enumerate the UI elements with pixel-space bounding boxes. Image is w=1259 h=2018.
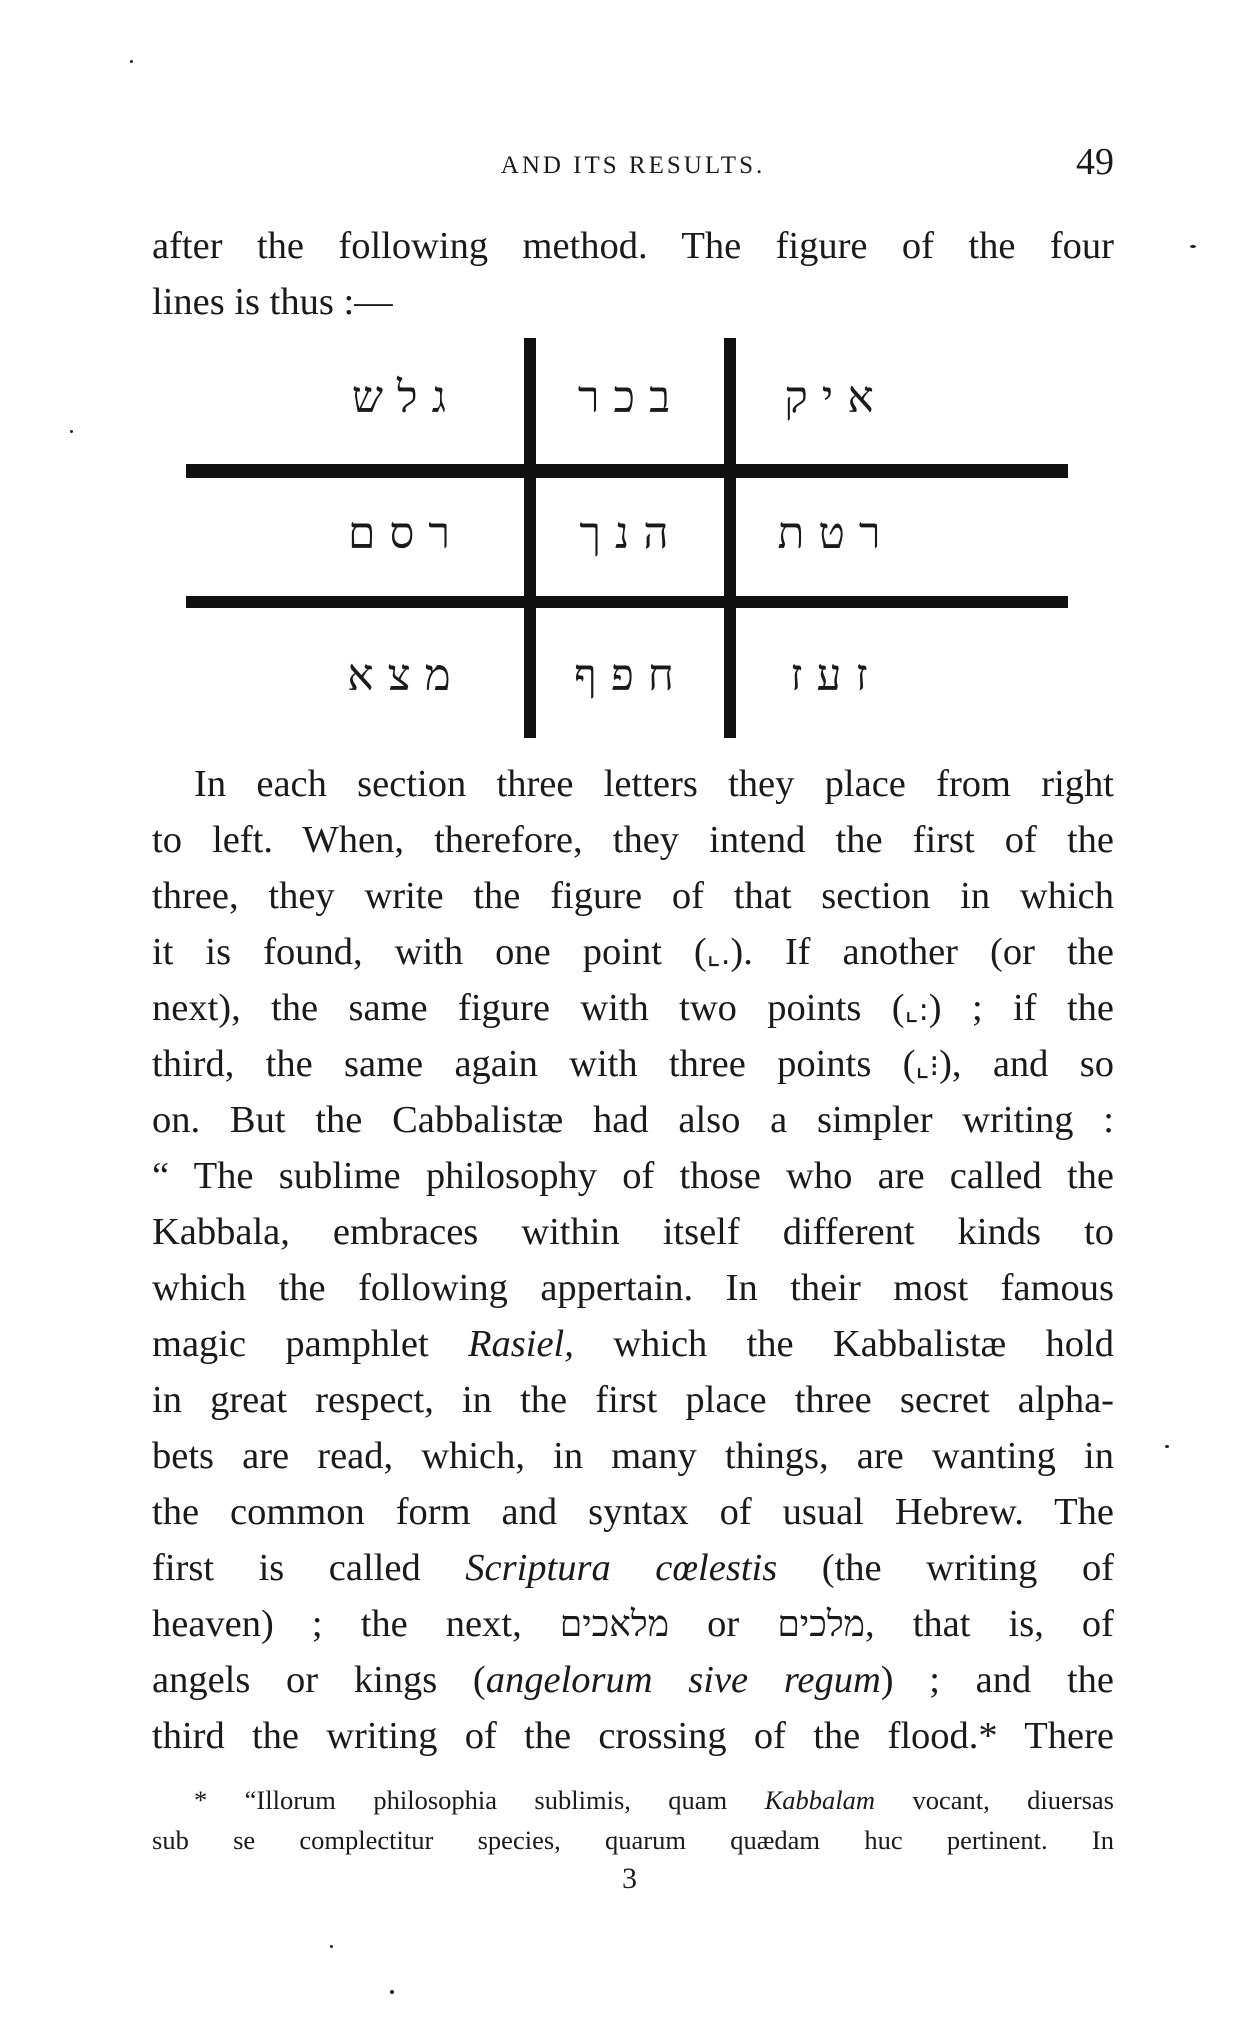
text-line — [152, 1652, 1114, 1708]
text-segment: which the Kabbalistæ hold — [573, 1323, 1114, 1365]
text-segment: it is found, with one point ( — [152, 931, 707, 973]
text-line: In each section three letters they place from right — [194, 763, 1114, 805]
vertical-rule — [524, 338, 536, 738]
intro-text — [152, 218, 1114, 330]
signature-mark: 3 — [622, 1862, 637, 1895]
figure-cell: הנך — [579, 508, 683, 559]
text-line: on. But the Cabbalistæ had also a simpler writing : — [152, 1099, 1114, 1141]
running-head: AND ITS RESULTS. — [500, 152, 766, 179]
text-segment: magic pamphlet — [152, 1323, 468, 1365]
text-line — [152, 1596, 1114, 1652]
italic-term: angelorum sive regum — [485, 1659, 881, 1701]
figure-cell: גלש — [351, 372, 461, 423]
horizontal-rule — [186, 596, 1068, 608]
italic-title: Rasiel, — [468, 1323, 574, 1365]
text-line: after the following method. The figure of the four — [152, 225, 1114, 267]
text-line: lines is thus :— — [152, 281, 393, 323]
text-line: Kabbala, embraces within itself different kinds to — [152, 1211, 1114, 1253]
footnote-line: sub se complectitur species, quarum quædam huc pertinent. In — [152, 1825, 1114, 1855]
three-points-symbol: ⌞⁝ — [915, 1049, 940, 1084]
text-segment: heaven) ; the next, — [152, 1603, 560, 1645]
text-line: the common form and syntax of usual Hebrew. The — [152, 1491, 1114, 1533]
text-segment: ) ; if the — [928, 987, 1114, 1029]
paper-speck — [390, 1990, 394, 1994]
text-line — [152, 1540, 1114, 1596]
text-segment: ) ; and the — [880, 1659, 1115, 1701]
two-points-symbol: ⌞: — [904, 993, 929, 1028]
figure-cell: איק — [784, 372, 888, 423]
figure-cell: מצא — [347, 650, 465, 701]
text-line: to left. When, therefore, they intend the first of the — [152, 819, 1114, 861]
italic-term: Scriptura cœlestis — [465, 1547, 778, 1589]
page-number: 49 — [1076, 141, 1114, 183]
text-segment: , that is, of — [865, 1603, 1114, 1645]
paper-speck — [70, 430, 73, 433]
text-line — [152, 1036, 1114, 1092]
footnote-line — [152, 1780, 1114, 1820]
text-segment: first is called — [152, 1547, 466, 1589]
text-segment: (the writing of — [777, 1547, 1115, 1589]
figure-cell: חפף — [574, 650, 688, 701]
text-line: bets are read, which, in many things, are wanting in — [152, 1435, 1114, 1477]
text-segment: third, the same again with three points ( — [152, 1043, 916, 1085]
main-paragraph — [152, 756, 1114, 1764]
text-line: third the writing of the crossing of the flood.* There — [152, 1715, 1114, 1757]
text-segment: next), the same figure with two points ( — [152, 987, 905, 1029]
figure-cell: רטת — [777, 508, 895, 559]
text-line — [152, 1316, 1114, 1372]
text-line: “ The sublime philosophy of those who are called the — [152, 1155, 1114, 1197]
text-segment: * “Illorum philosophia sublimis, quam — [194, 1785, 765, 1815]
text-segment: or — [669, 1603, 778, 1645]
figure-cell: רסם — [347, 508, 465, 559]
text-segment: vocant, diuersas — [875, 1785, 1114, 1815]
paper-speck — [130, 60, 133, 63]
text-segment: angels or kings ( — [152, 1659, 486, 1701]
one-point-symbol: ⌞. — [706, 937, 731, 972]
text-segment: ). If another (or the — [730, 931, 1114, 973]
vertical-rule — [724, 338, 736, 738]
figure-cell: בכר — [577, 372, 685, 423]
paper-speck — [1190, 245, 1196, 248]
text-line: which the following appertain. In their most famous — [152, 1267, 1114, 1309]
page-header — [152, 140, 1114, 190]
text-segment: ), and so — [939, 1043, 1114, 1085]
text-line — [152, 980, 1114, 1036]
text-line: three, they write the figure of that section in which — [152, 875, 1114, 917]
hebrew-word: מלכים — [777, 1604, 866, 1645]
text-line — [152, 924, 1114, 980]
text-line: in great respect, in the first place three secret alpha- — [152, 1379, 1114, 1421]
paper-speck — [330, 1945, 333, 1948]
four-lines-figure — [186, 338, 1068, 738]
italic-term: Kabbalam — [764, 1785, 876, 1815]
hebrew-word: מלאכים — [559, 1604, 670, 1645]
horizontal-rule — [186, 464, 1068, 478]
paper-speck — [1165, 1445, 1169, 1448]
figure-cell: זעז — [790, 650, 882, 701]
footnote — [152, 1780, 1114, 1860]
